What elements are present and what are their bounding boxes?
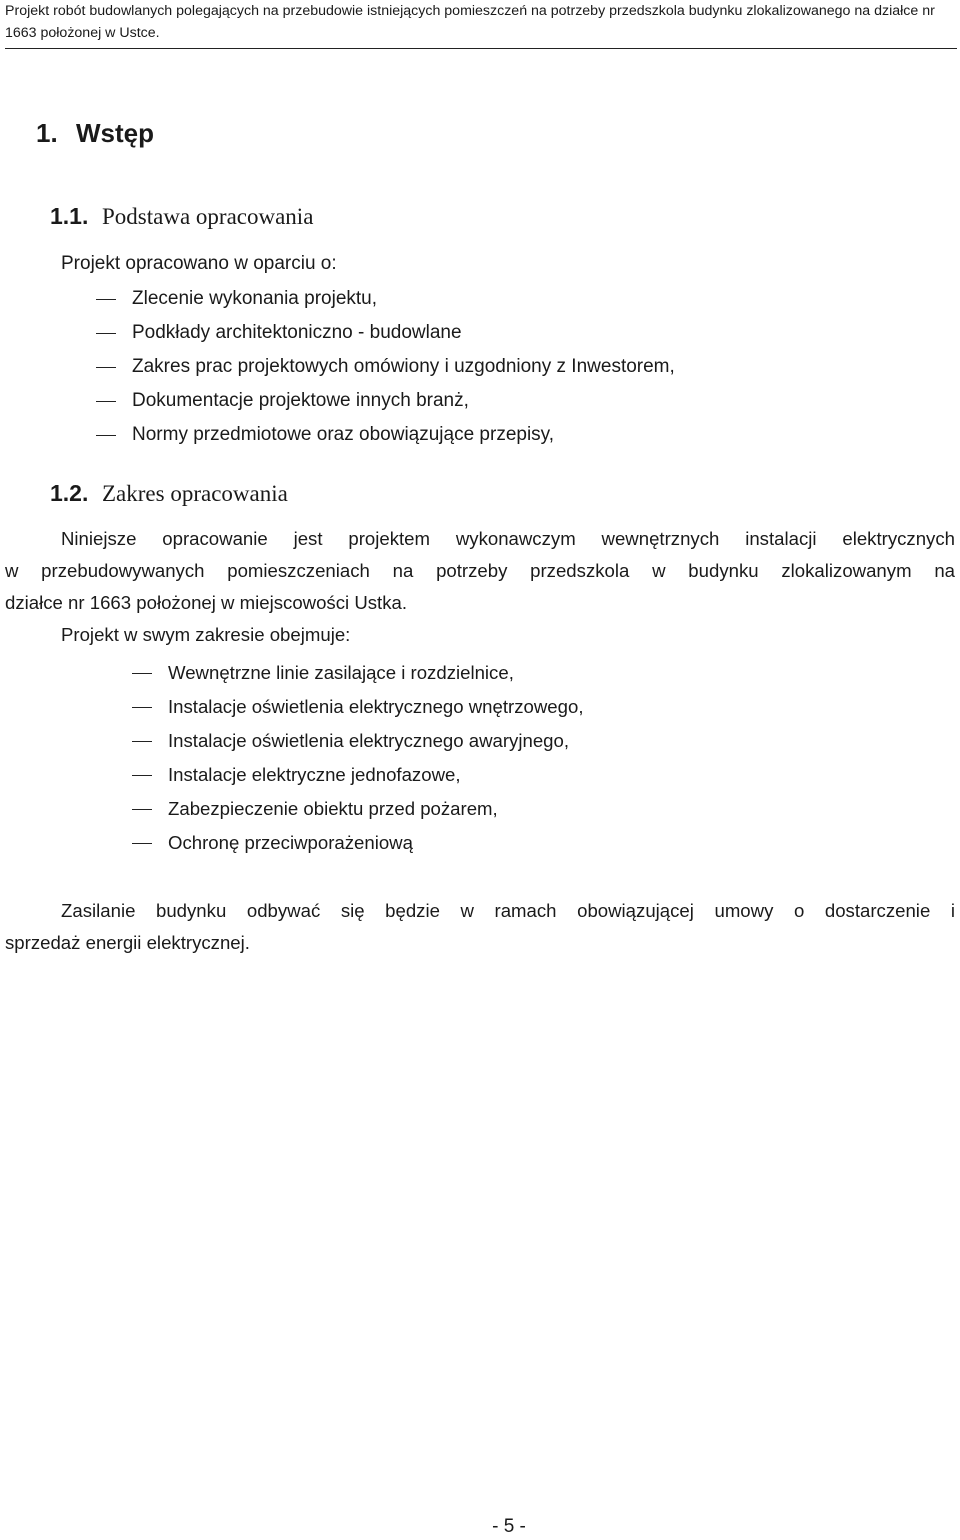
list-item: Ochronę przeciwporażeniową xyxy=(168,826,583,860)
scope-intro: Projekt w swym zakresie obejmuje: xyxy=(61,624,351,645)
dash-bullet-icon xyxy=(132,775,152,776)
subsection-number: 1.2. xyxy=(50,480,89,506)
list-item: Normy przedmiotowe oraz obowiązujące przepisy, xyxy=(132,418,675,452)
dash-bullet-icon xyxy=(132,741,152,742)
scope-paragraph xyxy=(5,523,955,651)
basis-intro: Projekt opracowano w oparciu o: xyxy=(61,253,337,274)
subsection-title: Podstawa opracowania xyxy=(102,204,314,229)
paragraph-line: sprzedaż energii elektrycznej. xyxy=(5,932,250,953)
running-header xyxy=(5,0,957,49)
section-number: 1. xyxy=(36,118,58,148)
paragraph-line: w przebudowywanych pomieszczeniach na potrzeby przedszkola w budynku zlokalizowanym na xyxy=(5,560,955,581)
dash-bullet-icon xyxy=(132,809,152,810)
dash-bullet-icon xyxy=(96,333,116,334)
page-number: - 5 - xyxy=(492,1516,526,1537)
list-item: Dokumentacje projektowe innych branż, xyxy=(132,384,675,418)
subsection-heading-zakres xyxy=(50,478,288,509)
list-item: Zlecenie wykonania projektu, xyxy=(132,282,675,316)
paragraph-line: działce nr 1663 położonej w miejscowości Ustka. xyxy=(5,592,408,613)
dash-bullet-icon xyxy=(96,299,116,300)
subsection-title: Zakres opracowania xyxy=(102,481,288,506)
list-item: Instalacje elektryczne jednofazowe, xyxy=(168,758,583,792)
section-heading-wstep xyxy=(36,116,154,150)
header-line-2: 1663 położonej w Ustce. xyxy=(5,25,160,41)
dash-bullet-icon xyxy=(132,673,152,674)
subsection-number: 1.1. xyxy=(50,203,89,229)
list-item: Instalacje oświetlenia elektrycznego wnętrzowego, xyxy=(168,690,583,724)
scope-list xyxy=(168,656,583,860)
dash-bullet-icon xyxy=(132,707,152,708)
dash-bullet-icon xyxy=(96,367,116,368)
supply-paragraph xyxy=(5,895,955,959)
dash-bullet-icon xyxy=(96,435,116,436)
header-line-1: Projekt robót budowlanych polegających na przebudowie istniejących pomieszczeń na potrzeby przedszkola budynku zlokalizowanego na działce nr xyxy=(5,3,935,19)
list-item: Wewnętrzne linie zasilające i rozdzielnice, xyxy=(168,656,583,690)
list-item: Zakres prac projektowych omówiony i uzgodniony z Inwestorem, xyxy=(132,350,675,384)
dash-bullet-icon xyxy=(96,401,116,402)
subsection-heading-podstawa xyxy=(50,201,313,232)
list-item: Podkłady architektoniczno - budowlane xyxy=(132,316,675,350)
basis-list xyxy=(132,282,675,452)
paragraph-line: Zasilanie budynku odbywać się będzie w ramach obowiązującej umowy o dostarczenie i xyxy=(61,900,955,921)
dash-bullet-icon xyxy=(132,843,152,844)
paragraph-line: Niniejsze opracowanie jest projektem wykonawczym wewnętrznych instalacji elektrycznych xyxy=(61,528,955,549)
list-item: Instalacje oświetlenia elektrycznego awaryjnego, xyxy=(168,724,583,758)
list-item: Zabezpieczenie obiektu przed pożarem, xyxy=(168,792,583,826)
section-title: Wstęp xyxy=(76,118,154,148)
